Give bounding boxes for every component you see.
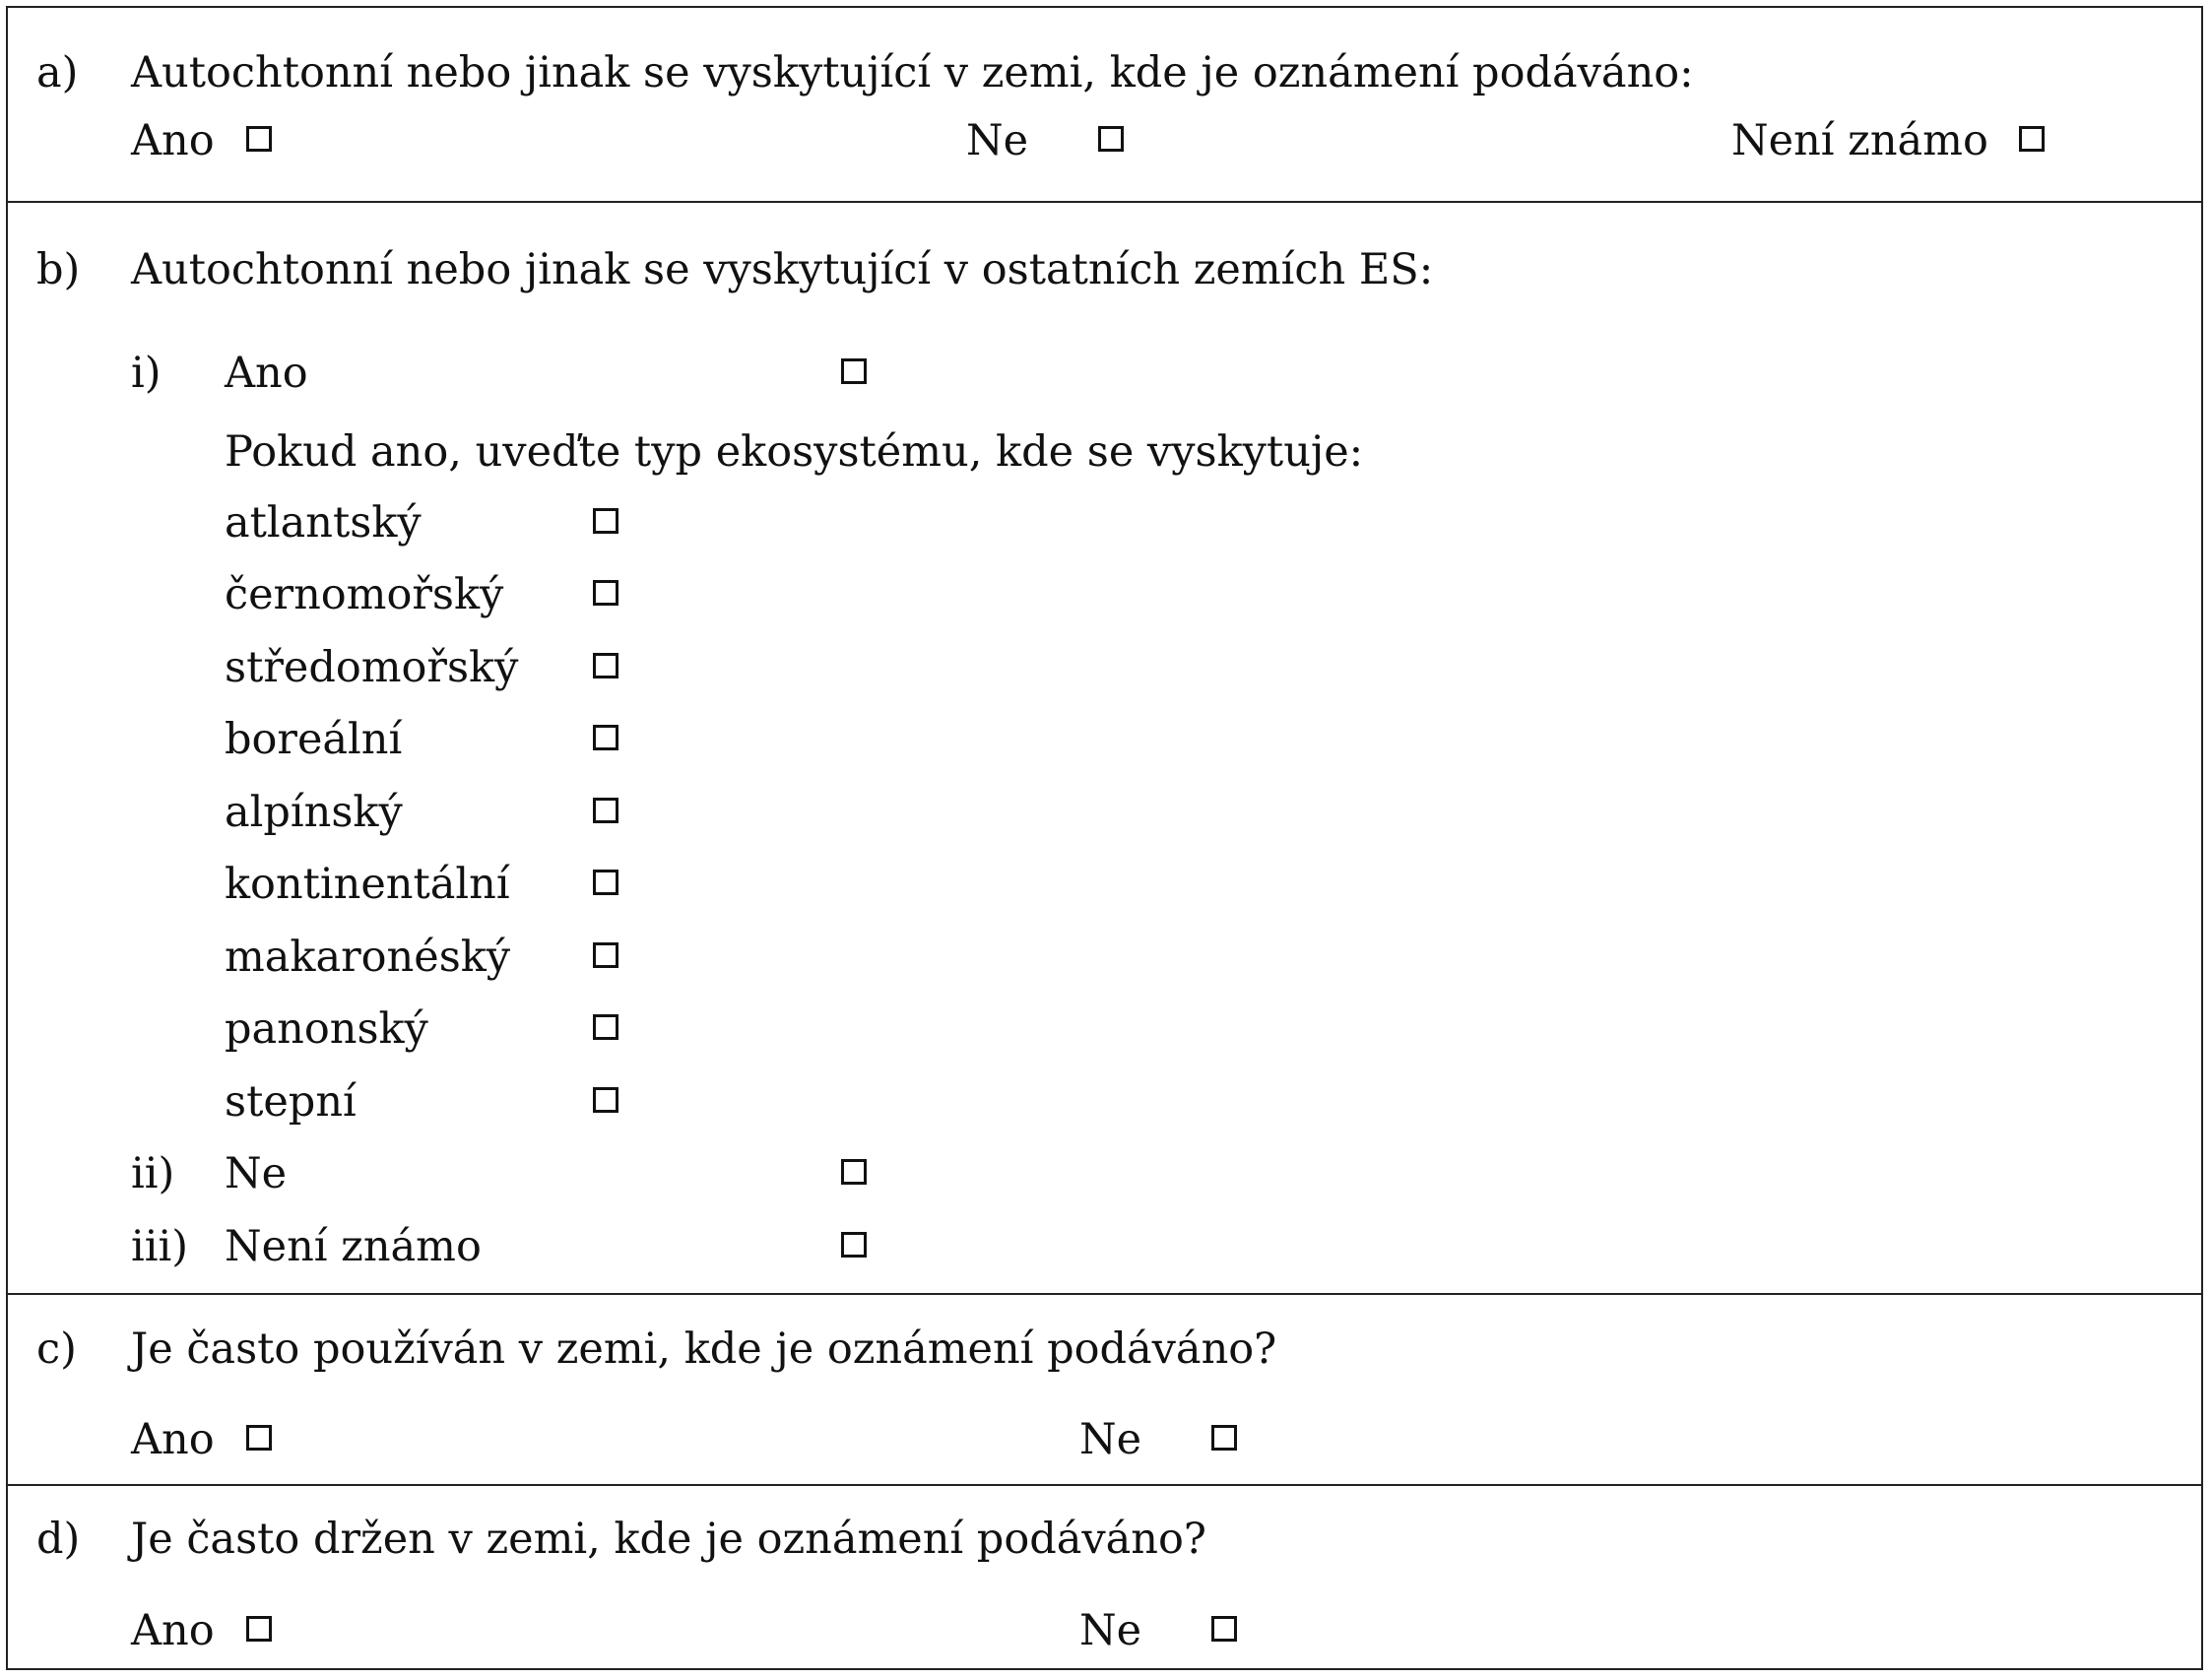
ecosystem-label-alpine: alpínský <box>225 788 403 837</box>
section-c-yes-checkbox[interactable] <box>246 1425 272 1451</box>
section-b-i-label: Ano <box>225 349 308 398</box>
section-b-iii-number: iii) <box>131 1222 189 1271</box>
ecosystem-black-sea-checkbox[interactable] <box>593 580 618 606</box>
ecosystem-label-macaronesian: makaronéský <box>225 933 511 982</box>
section-b-ii-label: Ne <box>225 1149 288 1198</box>
ecosystem-label-steppic: stepní <box>225 1077 357 1127</box>
divider-b-c <box>8 1293 2201 1295</box>
section-a-no-checkbox[interactable] <box>1098 126 1124 152</box>
ecosystem-label-pannonian: panonský <box>225 1004 428 1054</box>
section-b-letter: b) <box>36 245 81 294</box>
section-b-i-number: i) <box>131 349 162 398</box>
section-b-question: Autochtonní nebo jinak se vyskytující v ostatních zemích ES: <box>131 245 1434 294</box>
section-d-option-yes-label: Ano <box>131 1606 215 1655</box>
section-d-option-no-label: Ne <box>1079 1606 1142 1655</box>
section-b-ii-no-checkbox[interactable] <box>841 1159 867 1185</box>
section-d-yes-checkbox[interactable] <box>246 1616 272 1642</box>
ecosystem-continental-checkbox[interactable] <box>593 870 618 895</box>
ecosystem-boreal-checkbox[interactable] <box>593 725 618 750</box>
divider-a-b <box>8 201 2201 203</box>
ecosystem-label-mediterranean: středomořský <box>225 643 519 692</box>
ecosystem-atlantic-checkbox[interactable] <box>593 508 618 534</box>
section-c-option-no-label: Ne <box>1079 1415 1142 1464</box>
ecosystem-label-continental: kontinentální <box>225 860 510 909</box>
notification-form <box>6 6 2203 1670</box>
section-b-ecosystem-prompt: Pokud ano, uveďte typ ekosystému, kde se vyskytuje: <box>225 427 1364 477</box>
section-a-option-no-label: Ne <box>966 116 1029 165</box>
section-c-no-checkbox[interactable] <box>1211 1425 1237 1451</box>
section-b-ii-number: ii) <box>131 1149 175 1198</box>
ecosystem-alpine-checkbox[interactable] <box>593 798 618 823</box>
ecosystem-pannonian-checkbox[interactable] <box>593 1014 618 1040</box>
ecosystem-label-black-sea: černomořský <box>225 570 504 619</box>
ecosystem-mediterranean-checkbox[interactable] <box>593 653 618 678</box>
section-b-iii-unknown-checkbox[interactable] <box>841 1232 867 1258</box>
section-d-no-checkbox[interactable] <box>1211 1616 1237 1642</box>
section-c-option-yes-label: Ano <box>131 1415 215 1464</box>
section-d-question: Je často držen v zemi, kde je oznámení podáváno? <box>131 1515 1206 1564</box>
section-c-question: Je často používán v zemi, kde je oznámení podáváno? <box>131 1324 1277 1374</box>
section-b-iii-label: Není známo <box>225 1222 482 1271</box>
section-d-letter: d) <box>36 1515 81 1564</box>
section-a-option-yes-label: Ano <box>131 116 215 165</box>
section-c-letter: c) <box>36 1324 77 1374</box>
section-b-i-yes-checkbox[interactable] <box>841 358 867 384</box>
ecosystem-steppic-checkbox[interactable] <box>593 1087 618 1113</box>
section-a-question: Autochtonní nebo jinak se vyskytující v zemi, kde je oznámení podáváno: <box>131 48 1694 97</box>
ecosystem-macaronesian-checkbox[interactable] <box>593 942 618 968</box>
section-a-unknown-checkbox[interactable] <box>2019 126 2045 152</box>
section-a-yes-checkbox[interactable] <box>246 126 272 152</box>
section-a-option-unknown-label: Není známo <box>1731 116 1988 165</box>
ecosystem-label-atlantic: atlantský <box>225 498 422 548</box>
section-a-letter: a) <box>36 48 79 97</box>
divider-c-d <box>8 1484 2201 1486</box>
ecosystem-label-boreal: boreální <box>225 715 403 764</box>
